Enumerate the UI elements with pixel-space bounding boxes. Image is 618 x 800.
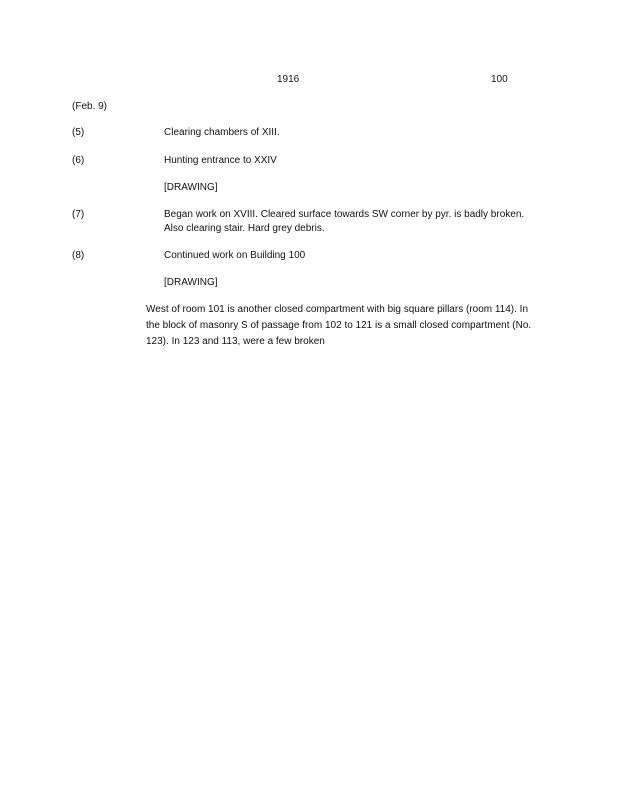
entry-text: Also clearing stair. Hard grey debris. xyxy=(164,223,325,234)
entry-text: Hunting entrance to XXIV xyxy=(164,155,277,166)
entry-text: Clearing chambers of XIII. xyxy=(164,127,280,138)
paragraph-line: the block of masonry S of passage from 102 to 121 is a small closed compartment (No. xyxy=(146,320,532,331)
date-label: (Feb. 9) xyxy=(72,101,108,112)
header-page-number: 100 xyxy=(491,74,508,85)
header-year: 1916 xyxy=(277,74,300,85)
paragraph-line: West of room 101 is another closed compartment with big square pillars (room 114). In xyxy=(146,304,529,315)
drawing-placeholder: [DRAWING] xyxy=(164,182,218,193)
entry-number: (6) xyxy=(72,155,85,166)
entry-number: (8) xyxy=(72,250,85,261)
paragraph-line: 123). In 123 and 113, were a few broken xyxy=(146,336,325,347)
drawing-placeholder: [DRAWING] xyxy=(164,277,218,288)
entry-text: Continued work on Building 100 xyxy=(164,250,306,261)
entry-number: (7) xyxy=(72,209,85,220)
entry-text: Began work on XVIII. Cleared surface towards SW corner by pyr. is badly broken. xyxy=(164,209,525,220)
entry-number: (5) xyxy=(72,127,85,138)
